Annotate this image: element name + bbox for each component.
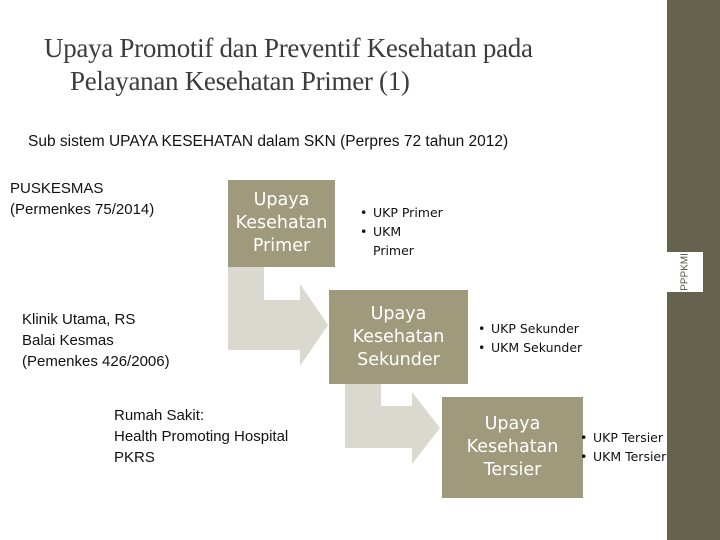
arrow-primer-to-sekunder: [228, 266, 328, 366]
box-label-line: Sekunder: [357, 349, 440, 370]
bullet-item: • UKM Sekunder: [478, 338, 582, 357]
box-label-line: Upaya: [484, 414, 541, 434]
box-label-line: Primer: [252, 236, 311, 256]
source-klinik: [22, 309, 170, 372]
source-rs-line: PKRS: [114, 449, 155, 466]
box-label-line: Kesehatan: [466, 437, 559, 457]
title-line-1: Upaya Promotif dan Preventif Kesehatan pada: [44, 33, 533, 63]
box-upaya-kesehatan-tersier: [442, 397, 583, 498]
arrow-sekunder-to-tersier: [345, 383, 440, 464]
bullet-continuation: Primer: [373, 243, 414, 258]
bullet-item: • UKP Tersier: [580, 428, 666, 447]
box-upaya-kesehatan-primer: [228, 180, 335, 267]
bullet-item: • UKM Tersier: [580, 447, 666, 466]
bullet-item: • UKP Sekunder: [478, 319, 582, 338]
bullets-sekunder: [478, 319, 582, 357]
box-label-line: Tersier: [483, 460, 542, 480]
box-label-line: Kesehatan: [235, 213, 328, 233]
source-puskesmas-line: (Permenkes 75/2014): [10, 201, 155, 218]
source-rumah-sakit: [114, 405, 288, 468]
source-puskesmas: [10, 178, 154, 220]
box-label-line: Upaya: [370, 303, 427, 324]
box-label-line: Kesehatan: [352, 326, 445, 347]
source-klinik-line: Klinik Utama, RS: [22, 311, 136, 328]
title-line-2: Pelayanan Kesehatan Primer (1): [70, 66, 410, 96]
source-rs-line: Rumah Sakit:: [114, 407, 205, 424]
subtitle: Sub sistem UPAYA KESEHATAN dalam SKN (Perpres 72 tahun 2012): [28, 133, 509, 150]
bullet-item: • UKP Primer: [360, 203, 443, 222]
box-upaya-kesehatan-sekunder: [329, 290, 468, 384]
bullets-primer: [360, 203, 443, 241]
source-puskesmas-line: PUSKESMAS: [10, 180, 104, 197]
source-rs-line: Health Promoting Hospital: [114, 428, 289, 445]
bullets-tersier: [580, 428, 666, 466]
side-label: PPPKMI: [679, 253, 691, 291]
source-klinik-line: (Pemenkes 426/2006): [22, 353, 170, 370]
bullet-item: • UKM: [360, 222, 443, 241]
box-label-line: Upaya: [253, 190, 310, 210]
source-klinik-line: Balai Kesmas: [22, 332, 114, 349]
